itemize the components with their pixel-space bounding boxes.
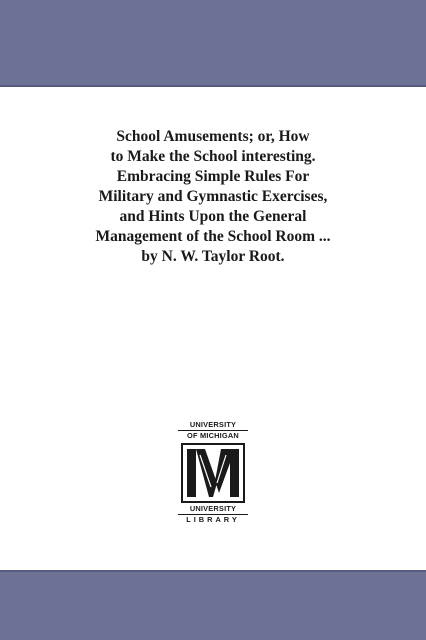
university-library-logo: [176, 421, 250, 524]
title-line-7: by N. W. Taylor Root.: [141, 248, 285, 265]
title-line-4: Military and Gymnastic Exercises,: [98, 188, 328, 205]
michigan-m-emblem-icon: [181, 443, 245, 503]
top-color-band: [0, 0, 426, 87]
bottom-color-band: [0, 570, 426, 640]
title-line-6: Management of the School Room ...: [95, 228, 331, 245]
logo-text-university-bottom: UNIVERSITY: [189, 504, 237, 513]
title-line-5: and Hints Upon the General: [119, 208, 307, 225]
logo-text-university-top: UNIVERSITY: [189, 420, 237, 429]
book-title: [20, 127, 406, 267]
logo-text-of-michigan: OF MICHIGAN: [187, 431, 239, 440]
title-line-3: Embracing Simple Rules For: [116, 168, 310, 185]
logo-text-library: LIBRARY: [186, 515, 240, 524]
cover-panel: [0, 87, 426, 570]
title-line-2: to Make the School interesting.: [110, 148, 316, 165]
title-line-1: School Amusements; or, How: [116, 128, 310, 145]
bottom-band-edge: [0, 570, 426, 572]
